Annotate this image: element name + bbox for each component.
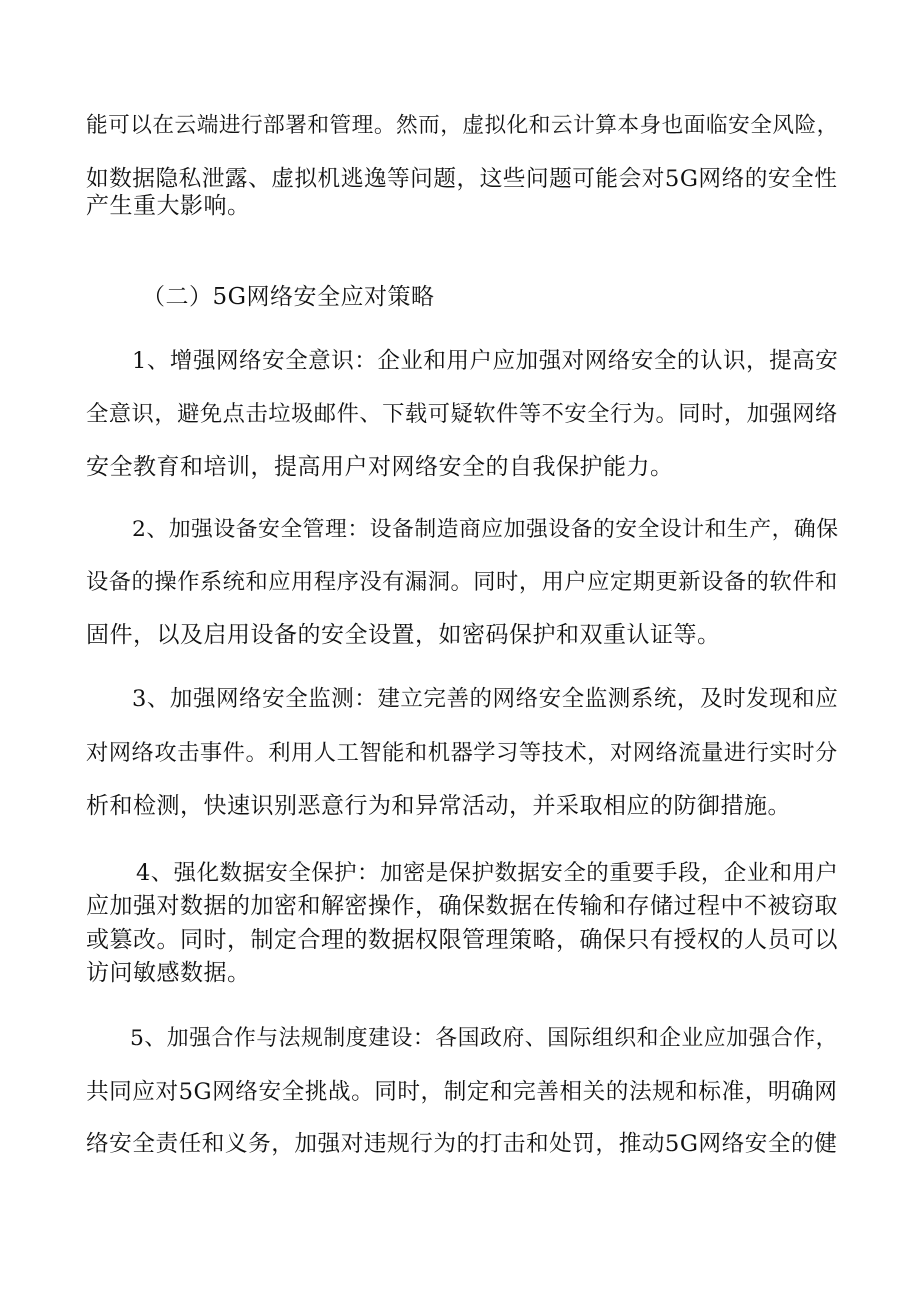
text-line: 全意识，避免点击垃圾邮件、下载可疑软件等不安全行为。同时，加强网络 xyxy=(86,401,838,427)
text-line: 设备的操作系统和应用程序没有漏洞。同时，用户应定期更新设备的软件和 xyxy=(86,569,838,595)
list-item-first-line: 5、加强合作与法规制度建设：各国政府、国际组织和企业应加强合作， xyxy=(130,1026,839,1051)
text-line: 络安全责任和义务，加强对违规行为的打击和处罚，推动5G网络安全的健 xyxy=(86,1131,838,1157)
list-item-first-line: 1、增强网络安全意识：企业和用户应加强对网络安全的认识，提高安 xyxy=(132,348,839,374)
text-line: 如数据隐私泄露、虚拟机逃逸等问题，这些问题可能会对5G网络的安全性 xyxy=(86,166,838,192)
list-item-first-line: 4、强化数据安全保护：加密是保护数据安全的重要手段，企业和用户 xyxy=(136,860,839,886)
list-item-first-line: 3、加强网络安全监测：建立完善的网络安全监测系统，及时发现和应 xyxy=(132,686,839,712)
text-line: 析和检测，快速识别恶意行为和异常活动，并采取相应的防御措施。 xyxy=(86,793,791,819)
text-line: 应加强对数据的加密和解密操作，确保数据在传输和存储过程中不被窃取 xyxy=(86,893,838,919)
text-line: 共同应对5G网络安全挑战。同时，制定和完善相关的法规和标准，明确网 xyxy=(86,1079,838,1105)
text-line: 能可以在云端进行部署和管理。然而，虚拟化和云计算本身也面临安全风险， xyxy=(86,113,839,138)
text-line: 或篡改。同时，制定合理的数据权限管理策略，确保只有授权的人员可以 xyxy=(86,927,838,953)
text-line: 安全教育和培训，提高用户对网络安全的自我保护能力。 xyxy=(86,454,674,480)
text-line: 产生重大影响。 xyxy=(86,193,251,219)
list-item-first-line: 2、加强设备安全管理：设备制造商应加强设备的安全设计和生产，确保 xyxy=(132,517,839,542)
text-line: 对网络攻击事件。利用人工智能和机器学习等技术，对网络流量进行实时分 xyxy=(86,740,838,766)
text-line: 固件，以及启用设备的安全设置，如密码保护和双重认证等。 xyxy=(86,622,721,648)
section-heading: （二）5G网络安全应对策略 xyxy=(142,284,435,310)
text-line: 访问敏感数据。 xyxy=(86,960,251,986)
